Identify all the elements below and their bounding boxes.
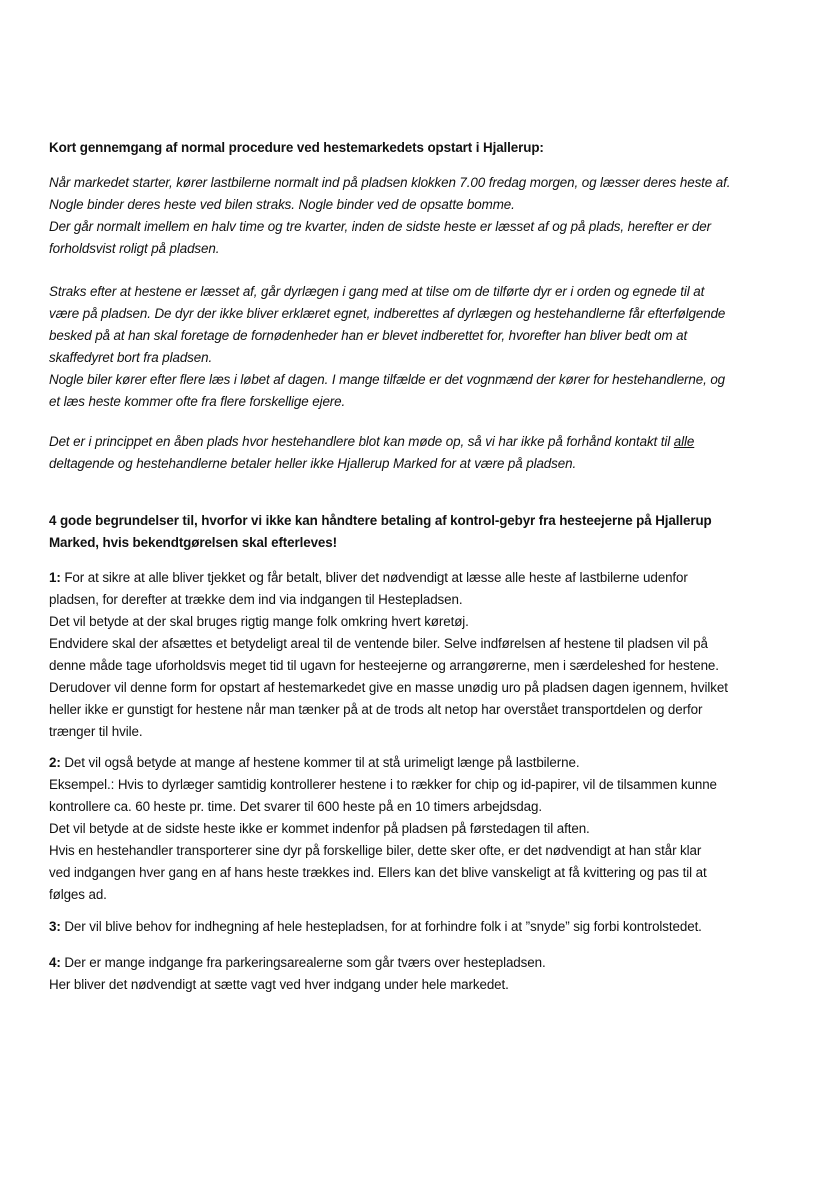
reason-1-line: Derudover vil denne form for opstart af hestemarkedet give en masse unødig uro på pladsen dagen igennem, hvilket bbox=[49, 680, 728, 695]
intro-paragraph-line: forholdsvist roligt på pladsen. bbox=[49, 241, 220, 256]
intro-paragraph-line: Nogle biler kører efter flere læs i løbet af dagen. I mange tilfælde er det vognmænd der kører for hestehandlerne, og bbox=[49, 372, 726, 387]
intro-paragraph-line: deltagende og hestehandlerne betaler heller ikke Hjallerup Marked for at være på pladsen. bbox=[49, 456, 577, 471]
intro-paragraph-line: Nogle binder deres heste ved bilen straks. Nogle binder ved de opsatte bomme. bbox=[49, 197, 515, 212]
reason-number: 2: bbox=[49, 755, 61, 770]
reason-2-line: Hvis en hestehandler transporterer sine dyr på forskellige biler, dette sker ofte, er det nødvendigt at han står klar bbox=[49, 843, 702, 858]
reason-1-line: Endvidere skal der afsættes et betydeligt areal til de ventende biler. Selve indførelsen af hestene til pladsen vil på bbox=[49, 636, 708, 651]
reason-4-line bbox=[49, 952, 546, 974]
reason-2-line: Det vil betyde at de sidste heste ikke er kommet indenfor på pladsen på førstedagen til aften. bbox=[49, 821, 590, 836]
intro-paragraph-line bbox=[49, 431, 694, 453]
reason-2-line: Eksempel.: Hvis to dyrlæger samtidig kontrollerer hestene i to rækker for chip og id-papirer, vil de tilsammen kunne bbox=[49, 777, 717, 792]
reason-number: 4: bbox=[49, 955, 61, 970]
intro-paragraph-line: et læs heste kommer ofte fra flere forskellige ejere. bbox=[49, 394, 346, 409]
reason-1-line: trænger til hvile. bbox=[49, 724, 143, 739]
intro-paragraph-line: Når markedet starter, kører lastbilerne normalt ind på pladsen klokken 7.00 fredag morgen, og læsser deres heste af. bbox=[49, 175, 731, 190]
intro-paragraph-line: Der går normalt imellem en halv time og tre kvarter, inden de sidste heste er læsset af og på plads, herefter er der bbox=[49, 219, 711, 234]
reason-text: Der er mange indgange fra parkeringsarealerne som går tværs over hestepladsen. bbox=[60, 955, 546, 970]
reason-1-line: Det vil betyde at der skal bruges rigtig mange folk omkring hvert køretøj. bbox=[49, 614, 469, 629]
reason-text: Det vil også betyde at mange af hestene kommer til at stå urimeligt længe på lastbilerne. bbox=[60, 755, 580, 770]
reason-text: Der vil blive behov for indhegning af hele hestepladsen, for at forhindre folk i at ”snyde” sig forbi kontrolstedet. bbox=[60, 919, 702, 934]
reason-1-line: denne måde tage uforholdsvis meget tid til ugavn for hesteejerne og arrangørerne, men i særdeleshed for hestene. bbox=[49, 658, 719, 673]
reason-2-line bbox=[49, 752, 579, 774]
section-heading-reasons: 4 gode begrundelser til, hvorfor vi ikke kan håndtere betaling af kontrol-gebyr fra hesteejerne på Hjallerup bbox=[49, 513, 712, 528]
reason-2-line: følges ad. bbox=[49, 887, 107, 902]
reason-text: For at sikre at alle bliver tjekket og får betalt, bliver det nødvendigt at læsse alle heste af lastbilerne udenfor bbox=[60, 570, 688, 585]
reason-1-line: heller ikke er gunstigt for hestene når man tænker på at de trods alt netop har overstået transportdelen og derfor bbox=[49, 702, 703, 717]
reason-4-line: Her bliver det nødvendigt at sætte vagt ved hver indgang under hele markedet. bbox=[49, 977, 509, 992]
intro-text: Det er i princippet en åben plads hvor hestehandlere blot kan møde op, så vi har ikke på forhånd kontakt til bbox=[49, 434, 674, 449]
reason-2-line: kontrollere ca. 60 heste pr. time. Det svarer til 600 heste på en 10 timers arbejdsdag. bbox=[49, 799, 542, 814]
section-heading-reasons: Marked, hvis bekendtgørelsen skal efterleves! bbox=[49, 535, 337, 550]
intro-paragraph-line: skaffedyret bort fra pladsen. bbox=[49, 350, 213, 365]
reason-number: 1: bbox=[49, 570, 61, 585]
reason-1-line: pladsen, for derefter at trække dem ind via indgangen til Hestepladsen. bbox=[49, 592, 463, 607]
reason-2-line: ved indgangen hver gang en af hans heste trækkes ind. Ellers kan det blive vanskeligt at få kvittering og pas til at bbox=[49, 865, 707, 880]
intro-paragraph-line: besked på at han skal foretage de fornødenheder han er blevet indberettet for, hvorefter han bliver bedt om at bbox=[49, 328, 688, 343]
reason-3-line bbox=[49, 916, 702, 938]
section-heading-procedure: Kort gennemgang af normal procedure ved hestemarkedets opstart i Hjallerup: bbox=[49, 140, 544, 155]
intro-paragraph-line: Straks efter at hestene er læsset af, går dyrlægen i gang med at tilse om de tilførte dyr er i orden og egnede til at bbox=[49, 284, 705, 299]
reason-1-line bbox=[49, 567, 688, 589]
intro-paragraph-line: være på pladsen. De dyr der ikke bliver erklæret egnet, indberettes af dyrlægen og hestehandlerne får efterfølgende bbox=[49, 306, 726, 321]
reason-number: 3: bbox=[49, 919, 61, 934]
underlined-word: alle bbox=[673, 434, 695, 449]
